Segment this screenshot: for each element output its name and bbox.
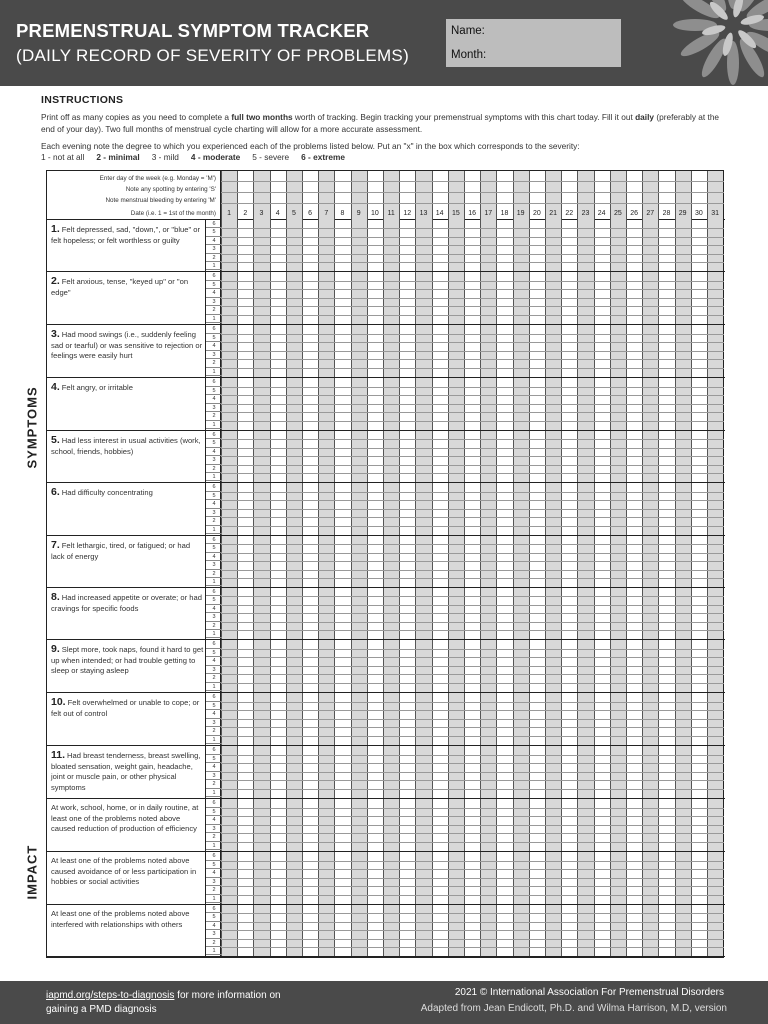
- footer-info: [46, 989, 281, 1017]
- severity-level: 5: [206, 649, 222, 658]
- symptom-text: At work, school, home, or in daily routine, at least one of the problems noted above caused reduction of production of efficiency: [51, 803, 199, 834]
- severity-column: [205, 378, 221, 430]
- severity-level: 4: [206, 869, 222, 878]
- severity-level: 5: [206, 596, 222, 604]
- instr-text-a: Print off as many copies as you need to complete a: [41, 112, 232, 122]
- severity-grid-line: [221, 947, 724, 948]
- symptom-number: 8.: [51, 591, 60, 603]
- symptom-question: [51, 329, 205, 362]
- severity-grid-line: [221, 878, 724, 879]
- severity-level: 1: [206, 262, 222, 270]
- severity-grid-line: [221, 544, 724, 545]
- severity-grid-line: [221, 727, 724, 728]
- severity-level: 5: [206, 544, 222, 552]
- symptom-text: Felt overwhelmed or unable to cope; or felt out of control: [51, 698, 200, 718]
- instr-text-e: (preferably at the end of your day). Two full months of menstrual cycle charting will allow for a more accurate assessment.: [41, 112, 720, 134]
- severity-grid-line: [221, 895, 724, 896]
- severity-level: 2: [206, 674, 222, 683]
- day-number: 7: [324, 210, 329, 217]
- symptom-question: [51, 909, 205, 930]
- symptom-question: [51, 750, 205, 793]
- severity-level: 1: [206, 315, 222, 324]
- severity-level: 2: [206, 517, 222, 526]
- severity-level: 6: [206, 588, 222, 596]
- day-number: 20: [532, 210, 541, 217]
- severity-scale: [41, 152, 357, 162]
- severity-grid-line: [221, 439, 724, 440]
- severity-level: 1: [206, 421, 222, 430]
- symptom-text: At least one of the problems noted above caused avoidance of or less participation in hobbies or social activities: [51, 856, 197, 887]
- day-number: 3: [259, 210, 264, 217]
- severity-level: 6: [206, 378, 222, 387]
- severity-grid-line: [221, 578, 724, 579]
- severity-grid-line: [221, 842, 724, 843]
- severity-level: 1: [206, 630, 222, 638]
- severity-level: 1: [206, 736, 222, 745]
- severity-scale-item: 6 - extreme: [301, 152, 345, 162]
- day-number: 1: [227, 210, 232, 217]
- day-number: 17: [484, 210, 493, 217]
- severity-grid-line: [221, 245, 724, 246]
- symptom-number: 11.: [51, 749, 66, 761]
- severity-grid-line: [221, 772, 724, 773]
- spotting-instruction: Note any spotting by entering 'S': [125, 186, 216, 193]
- severity-level: 3: [206, 772, 222, 781]
- severity-grid-line: [221, 473, 724, 474]
- day-number: 19: [516, 210, 525, 217]
- severity-grid-line: [221, 833, 724, 834]
- severity-grid-line: [221, 649, 724, 650]
- severity-column: [205, 536, 221, 587]
- severity-level: 1: [206, 578, 222, 586]
- severity-grid-line: [221, 306, 724, 307]
- severity-grid-line: [221, 412, 724, 413]
- symptom-text: Had increased appetite or overate; or had cravings for specific foods: [51, 593, 202, 613]
- severity-grid-line: [221, 334, 724, 335]
- symptom-question: [51, 592, 205, 614]
- symptom-text: Had breast tenderness, breast swelling, bloated sensation, weight gain, headache, joint or muscle pain, or other physical symptoms: [51, 751, 201, 792]
- severity-grid-line: [221, 886, 724, 887]
- severity-scale-item: 1 - not at all: [41, 152, 85, 162]
- symptom-question: [51, 803, 205, 835]
- severity-level: 2: [206, 570, 222, 578]
- severity-level: 5: [206, 228, 222, 236]
- severity-grid-line: [221, 736, 724, 737]
- severity-grid-line: [221, 553, 724, 554]
- severity-level: 1: [206, 947, 222, 955]
- symptom-text: Had mood swings (i.e., suddenly feeling sad or tearful) or was sensitive to rejection or feelings were easily hurt: [51, 330, 203, 361]
- severity-grid-line: [221, 456, 724, 457]
- severity-grid-line: [221, 702, 724, 703]
- severity-grid-line: [221, 509, 724, 510]
- severity-grid-line: [221, 674, 724, 675]
- severity-level: 4: [206, 553, 222, 561]
- symptom-question: [51, 697, 205, 719]
- severity-level: 4: [206, 237, 222, 245]
- symptom-number: 3.: [51, 328, 60, 340]
- symptoms-side-label: SYMPTOMS: [24, 386, 40, 469]
- severity-grid-line: [221, 404, 724, 405]
- symptom-text: Felt angry, or irritable: [61, 383, 133, 392]
- severity-grid-line: [221, 237, 724, 238]
- severity-level: 1: [206, 473, 222, 481]
- name-label: Name:: [451, 25, 485, 37]
- footer-copyright: 2021 © International Association For Premenstrual Disorders: [454, 987, 724, 998]
- severity-column: [205, 220, 221, 271]
- severity-grid-line: [221, 395, 724, 396]
- symptom-number: 1.: [51, 223, 60, 235]
- day-number: 4: [275, 210, 280, 217]
- symptom-number: 5.: [51, 434, 60, 446]
- severity-grid-line: [221, 315, 724, 316]
- severity-level: 2: [206, 306, 222, 315]
- severity-grid-line: [221, 613, 724, 614]
- instructions-paragraph: [41, 111, 731, 135]
- severity-grid-line: [221, 861, 724, 862]
- page-title: PREMENSTRUAL SYMPTOM TRACKER: [16, 20, 370, 41]
- symptom-question: [51, 487, 205, 499]
- severity-grid-line: [221, 526, 724, 527]
- day-number: 27: [646, 210, 655, 217]
- severity-column: [205, 799, 221, 851]
- severity-level: 3: [206, 825, 222, 834]
- day-number: 15: [451, 210, 460, 217]
- severity-level: 5: [206, 492, 222, 501]
- severity-column: [205, 431, 221, 482]
- symptom-text: Had less interest in usual activities (work, school, friends, hobbies): [51, 436, 201, 456]
- severity-grid-line: [221, 570, 724, 571]
- symptom-question: [51, 276, 205, 298]
- instructions-heading: INSTRUCTIONS: [41, 94, 124, 106]
- grid-header-labels: [47, 171, 221, 220]
- severity-level: 4: [206, 395, 222, 404]
- severity-scale-item: 2 - minimal: [96, 152, 140, 162]
- severity-grid-line: [221, 869, 724, 870]
- page-header: [0, 0, 768, 86]
- severity-level: 5: [206, 281, 222, 290]
- severity-scale-item: 4 - moderate: [190, 152, 241, 162]
- day-number: 21: [549, 210, 557, 217]
- day-number: 8: [340, 210, 345, 217]
- severity-level: 6: [206, 746, 222, 755]
- severity-grid-line: [221, 913, 724, 914]
- severity-grid-line: [221, 448, 724, 449]
- severity-level: 5: [206, 755, 222, 764]
- severity-grid-line: [221, 930, 724, 931]
- steps-to-diagnosis-link[interactable]: iapmd.org/steps-to-diagnosis: [46, 990, 175, 1001]
- day-number: 29: [678, 210, 687, 217]
- symptom-number: 4.: [51, 381, 60, 393]
- severity-level: 6: [206, 799, 222, 808]
- symptom-question: [51, 435, 205, 457]
- severity-grid-line: [221, 816, 724, 817]
- severity-level: 3: [206, 456, 222, 464]
- day-number: 25: [613, 210, 622, 217]
- severity-level: 4: [206, 289, 222, 298]
- severity-grid-line: [221, 517, 724, 518]
- day-of-week-instruction: Enter day of the week (e.g. Monday = 'M'): [99, 175, 216, 182]
- severity-level: 1: [206, 895, 222, 904]
- severity-level: 3: [206, 878, 222, 887]
- severity-level: 6: [206, 325, 222, 334]
- severity-level: 1: [206, 683, 222, 692]
- severity-grid-line: [221, 387, 724, 388]
- severity-grid-line: [221, 561, 724, 562]
- severity-level: 3: [206, 351, 222, 360]
- symptom-question: [51, 382, 205, 394]
- severity-level: 3: [206, 245, 222, 253]
- severity-level: 4: [206, 816, 222, 825]
- day-number: 13: [419, 210, 428, 217]
- day-number: 2: [243, 210, 248, 217]
- severity-grid-line: [221, 368, 724, 369]
- impact-side-label: IMPACT: [24, 844, 40, 900]
- severity-grid-line: [221, 763, 724, 764]
- severity-column: [205, 325, 221, 377]
- severity-grid-line: [221, 351, 724, 352]
- day-number: 11: [387, 210, 395, 217]
- footer-link-rest: for more information on: [174, 990, 281, 1001]
- day-number: 5: [291, 210, 296, 217]
- severity-column: [205, 746, 221, 798]
- severity-level: 5: [206, 334, 222, 343]
- severity-level: 2: [206, 727, 222, 736]
- severity-level: 3: [206, 930, 222, 938]
- day-number: 9: [356, 210, 361, 217]
- day-number: 18: [500, 210, 509, 217]
- sunburst-logo-icon: [668, 0, 768, 86]
- symptom-text: At least one of the problems noted above interfered with relationships with others: [51, 909, 190, 929]
- severity-level: 3: [206, 719, 222, 728]
- date-instruction: Date (i.e. 1 = 1st of the month): [130, 210, 216, 217]
- severity-level: 2: [206, 412, 222, 421]
- severity-level: 2: [206, 833, 222, 842]
- severity-column: [205, 852, 221, 904]
- severity-level: 2: [206, 939, 222, 947]
- severity-column: [205, 483, 221, 535]
- severity-grid-line: [221, 719, 724, 720]
- severity-column: [205, 588, 221, 639]
- severity-level: 4: [206, 448, 222, 456]
- severity-grid-line: [221, 298, 724, 299]
- day-number: 28: [662, 210, 671, 217]
- severity-level: 2: [206, 886, 222, 895]
- day-number: 12: [403, 210, 412, 217]
- severity-level: 6: [206, 536, 222, 544]
- severity-level: 1: [206, 842, 222, 851]
- symptom-text: Felt lethargic, tired, or fatigued; or had lack of energy: [51, 541, 191, 561]
- day-number: 6: [308, 210, 313, 217]
- symptom-number: 10.: [51, 696, 66, 708]
- severity-level: 4: [206, 500, 222, 509]
- header-grid-line: [221, 192, 724, 193]
- severity-level: 6: [206, 483, 222, 492]
- severity-column: [205, 272, 221, 324]
- severity-scale-item: 3 - mild: [151, 152, 179, 162]
- symptom-question: [51, 540, 205, 562]
- severity-grid-line: [221, 605, 724, 606]
- severity-level: 4: [206, 342, 222, 351]
- severity-level: 2: [206, 780, 222, 789]
- severity-grid-line: [221, 789, 724, 790]
- severity-grid-line: [221, 630, 724, 631]
- severity-column: [205, 905, 221, 956]
- bleeding-instruction: Note menstrual bleeding by entering 'M': [105, 197, 216, 204]
- severity-column: [205, 693, 221, 745]
- severity-level: 5: [206, 808, 222, 817]
- severity-level: 6: [206, 220, 222, 228]
- day-number: 14: [435, 210, 444, 217]
- severity-grid-line: [221, 710, 724, 711]
- severity-level: 5: [206, 861, 222, 870]
- severity-scale-item: 5 - severe: [252, 152, 290, 162]
- severity-level: 6: [206, 272, 222, 281]
- severity-level: 4: [206, 657, 222, 666]
- severity-column: [205, 640, 221, 692]
- severity-level: 4: [206, 605, 222, 613]
- day-number: 10: [370, 210, 379, 217]
- day-number: 24: [597, 210, 606, 217]
- header-grid-line: [221, 181, 724, 182]
- day-number: 23: [581, 210, 590, 217]
- severity-level: 3: [206, 509, 222, 518]
- severity-level: 6: [206, 852, 222, 861]
- severity-level: 1: [206, 368, 222, 377]
- footer-line2: gaining a PMD diagnosis: [46, 1004, 157, 1015]
- severity-level: 5: [206, 387, 222, 396]
- severity-level: 3: [206, 613, 222, 621]
- severity-level: 4: [206, 922, 222, 930]
- severity-level: 5: [206, 702, 222, 711]
- severity-grid-line: [221, 683, 724, 684]
- symptom-question: [51, 856, 205, 888]
- severity-level: 3: [206, 298, 222, 307]
- footer-adapted: Adapted from Jean Endicott, Ph.D. and Wilma Harrison, M.D, version: [420, 1003, 727, 1014]
- severity-level: 1: [206, 526, 222, 535]
- symptom-number: 6.: [51, 486, 60, 498]
- severity-level: 6: [206, 640, 222, 649]
- symptom-text: Felt depressed, sad, "down,", or "blue" or felt hopeless; or felt worthless or guilty: [51, 225, 201, 245]
- severity-grid-line: [221, 289, 724, 290]
- severity-grid-line: [221, 492, 724, 493]
- day-number: 31: [711, 210, 719, 217]
- severity-grid-line: [221, 666, 724, 667]
- severity-level: 3: [206, 404, 222, 413]
- symptom-text: Had difficulty concentrating: [61, 488, 153, 497]
- instructions-severity-note: Each evening note the degree to which you experienced each of the problems listed below. Put an "x" in the box which corresponds to the severity:: [41, 141, 580, 151]
- severity-grid-line: [221, 421, 724, 422]
- severity-grid-line: [221, 342, 724, 343]
- name-month-box[interactable]: [446, 19, 621, 67]
- severity-grid-line: [221, 755, 724, 756]
- day-number: 26: [630, 210, 638, 217]
- instr-text-c: worth of tracking. Begin tracking your premenstrual symptoms with this chart today. Fill it out: [292, 112, 636, 122]
- severity-grid-line: [221, 262, 724, 263]
- severity-level: 6: [206, 693, 222, 702]
- symptom-text: Slept more, took naps, found it hard to get up when intended; or had trouble getting to sleep or staying asleep: [51, 645, 204, 676]
- page-subtitle: (DAILY RECORD OF SEVERITY OF PROBLEMS): [16, 46, 410, 65]
- severity-grid-line: [221, 922, 724, 923]
- severity-grid-line: [221, 228, 724, 229]
- severity-level: 2: [206, 254, 222, 262]
- symptom-number: 9.: [51, 643, 60, 655]
- tracker-grid: [46, 170, 724, 958]
- severity-grid-line: [221, 825, 724, 826]
- severity-grid-line: [221, 500, 724, 501]
- page-footer: [0, 981, 768, 1024]
- instr-text-bold-daily: daily: [635, 112, 655, 122]
- severity-grid-line: [221, 596, 724, 597]
- severity-grid-line: [221, 939, 724, 940]
- severity-grid-line: [221, 657, 724, 658]
- severity-level: 5: [206, 439, 222, 447]
- severity-level: 6: [206, 431, 222, 439]
- header-grid-line: [221, 203, 724, 204]
- severity-level: 2: [206, 359, 222, 368]
- severity-grid-line: [221, 254, 724, 255]
- instr-text-bold-two-months: full two months: [231, 112, 293, 122]
- severity-level: 2: [206, 622, 222, 630]
- symptom-text: Felt anxious, tense, "keyed up" or "on edge": [51, 277, 189, 297]
- severity-level: 3: [206, 666, 222, 675]
- severity-level: 2: [206, 465, 222, 473]
- severity-level: 3: [206, 561, 222, 569]
- severity-grid-line: [221, 622, 724, 623]
- severity-level: 5: [206, 913, 222, 921]
- day-number: 22: [565, 210, 574, 217]
- month-label: Month:: [451, 49, 487, 61]
- symptom-question: [51, 644, 205, 677]
- day-number: 30: [694, 210, 703, 217]
- symptom-number: 7.: [51, 539, 60, 551]
- severity-grid-line: [221, 281, 724, 282]
- day-number: 16: [468, 210, 476, 217]
- severity-level: 4: [206, 763, 222, 772]
- symptom-question: [51, 224, 205, 246]
- symptom-number: 2.: [51, 275, 60, 287]
- severity-level: 6: [206, 905, 222, 913]
- severity-grid-line: [221, 780, 724, 781]
- severity-grid-line: [221, 808, 724, 809]
- severity-level: 1: [206, 789, 222, 798]
- severity-level: 4: [206, 710, 222, 719]
- severity-grid-line: [221, 359, 724, 360]
- severity-grid-line: [221, 465, 724, 466]
